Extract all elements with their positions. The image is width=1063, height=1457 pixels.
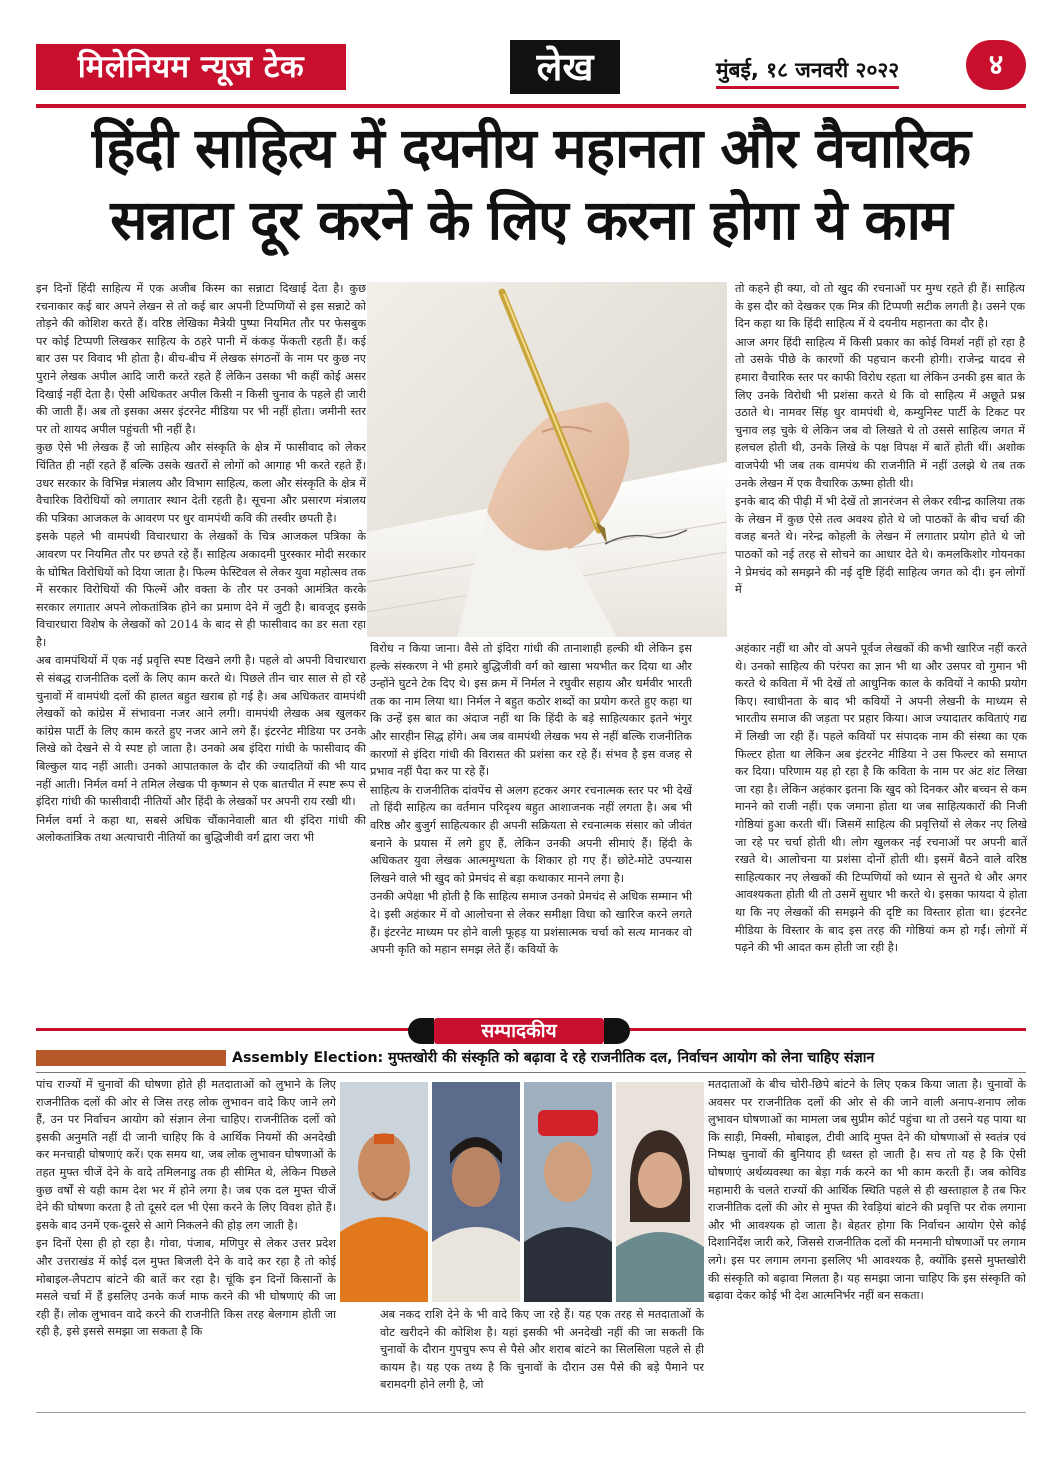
paragraph: मतदाताओं के बीच चोरी-छिपे बांटने के लिए एकत्र किया जाता है। चुनावों के अवसर पर राजनीतिक दलों की ओर से की जाने वाली अनाप-शनाप लोक लुभावन घोषणाओं का मामला जब सुप्रीम कोर्ट पहुंचा था तो उसने यह पाया था कि साड़ी, मिक्सी, मोबाइल, टीवी आदि मुफ्त देने की घोषणाओं से स्वतंत्र एवं निष्पक्ष चुनावों की बुनियाद ही ध्वस्त हो जाती है। सच तो यह है कि ऐसी घोषणाएं अर्थव्यवस्था का बेड़ा गर्क करने का भी काम करती हैं। जब कोविड महामारी के चलते राज्यों की आर्थिक स्थिति पहले से ही खस्ताहाल है तब फिर राजनीतिक दलों की ओर से मुफ्त की रेवड़ियां बांटने की प्रवृत्ति पर रोक लगाना और भी आवश्यक हो जाता है। बेहतर होगा कि निर्वाचन आयोग ऐसे कोई दिशानिर्देश जारी करे, जिससे राजनीतिक दलों की मनमानी घोषणाओं पर लगाम लगे। इस पर लगाम लगना इसलिए भी आवश्यक है, क्योंकि इससे मुफ्तखोरी की संस्कृति को बढ़ावा मिलता है। यह समझा जाना चाहिए कि इस संस्कृति को बढ़ावा देकर कोई भी देश आत्मनिर्भर नहीं बन सकता।	[708, 1078, 1026, 1303]
headline-line-2: सन्नाटा दूर करने के लिए करना होगा ये काम	[110, 188, 952, 252]
article-column-1	[36, 280, 366, 998]
editorial-column-3	[708, 1076, 1026, 1406]
paragraph: इसके पहले भी वामपंथी विचारधारा के लेखकों के चित्र आजकल पत्रिका के आवरण पर नियमित तौर पर छपते रहे हैं। साहित्य अकादमी पुरस्कार मोदी सरकार के घोषित विरोधियों को दिया जाता है। फिल्म फेस्टिवल से लेकर युवा महोत्सव तक में सरकार विरोधियों की फिल्में और वक्ता के तौर पर उनको आमंत्रित करके सरकार लगातार अपने लोकतांत्रिक होने का प्रमाण देने में जुटी है। बावजूद इसके विचारधारा विशेष के लेखकों को 2014 के बाद से ही फासीवाद का डर सता रहा है।	[36, 530, 366, 649]
paragraph: कुछ ऐसे भी लेखक हैं जो साहित्य और संस्कृति के क्षेत्र में फासीवाद को लेकर चिंतित ही नहीं रहते हैं बल्कि उसके खतरों से लोगों को आगाह भी करते रहते हैं। उधर सरकार के विभिन्न मंत्रालय और विभाग साहित्य, कला और संस्कृति के क्षेत्र में वैचारिक विरोधियों को लगातार स्थान देती रहती है। सूचना और प्रसारण मंत्रालय की पत्रिका आजकल के आवरण पर धुर वामपंथी कवि की तस्वीर छपती है।	[36, 441, 366, 525]
portrait-photo-2	[432, 1082, 520, 1302]
dateline: मुंबई, १८ जनवरी २०२२	[716, 56, 899, 89]
editorial-column-1	[36, 1076, 336, 1406]
paragraph: इन दिनों ऐसा ही हो रहा है। गोवा, पंजाब, मणिपुर से लेकर उत्तर प्रदेश और उत्तराखंड में कोई दल मुफ्त बिजली देने के वादे कर रहा है तो कोई मोबाइल-लैपटाप बांटने की बातें कर रहा है। चूंकि इन दिनों किसानों के मसले चर्चा में हैं इसलिए उनके कर्ज माफ करने की भी घोषणाएं की जा रही हैं। लोक लुभावन वादे करने की राजनीति किस तरह बेलगाम होती जा रही है, इसे इससे समझा जा सकता है कि	[36, 1237, 336, 1339]
paragraph: पांच राज्यों में चुनावों की घोषणा होते ही मतदाताओं को लुभाने के लिए राजनीतिक दलों की ओर से जिस तरह लोक लुभावन वादे किए जाने लगे हैं, उन पर निर्वाचन आयोग को संज्ञान लेना चाहिए। राजनीतिक दलों को इसकी अनुमति नहीं दी जानी चाहिए कि वे आर्थिक नियमों की अनदेखी कर मनचाही घोषणाएं करें। एक समय था, जब लोक लुभावन घोषणाओं के तहत मुफ्त चीजें देने के वादे तमिलनाडु तक ही सीमित थे, लेकिन पिछले कुछ वर्षों से यही काम देश भर में होने लगा है। जब एक दल मुफ्त चीजें देने की घोषणा करता है तो दूसरे दल भी ऐसा करने के लिए विवश होते हैं। इसके बाद उनमें एक-दूसरे से आगे निकलने की होड़ लग जाती है।	[36, 1078, 336, 1232]
headline-line-1: हिंदी साहित्य में दयनीय महानता और वैचारिक	[91, 116, 971, 180]
editorial-banner	[36, 1018, 1026, 1042]
editorial-label: सम्पादकीय	[434, 1018, 604, 1044]
brand-logo: मिलेनियम न्यूज टेक	[36, 44, 346, 90]
paragraph: अब नकद राशि देने के भी वादे किए जा रहे हैं। यह एक तरह से मतदाताओं के वोट खरीदने की कोशिश है। यहां इसकी भी अनदेखी नहीं की जा सकती कि चुनावों के दौरान गुपचुप रूप से पैसे और शराब बांटने का सिलसिला पहले से ही कायम है। यह एक तथ्य है कि चुनावों के दौरान उस पैसे की बड़े पैमाने पर बरामदगी होने लगी है, जो	[380, 1308, 704, 1392]
paragraph: तो कहने ही क्या, वो तो खुद की रचनाओं पर मुग्ध रहते ही हैं। साहित्य के इस दौर को देखकर एक मित्र की टिप्पणी सटीक लगती है। उसने एक दिन कहा था कि हिंदी साहित्य में ये दयनीय महानता का दौर है।	[735, 282, 1025, 331]
paragraph: साहित्य के राजनीतिक दांवपेंच से अलग हटकर अगर रचनात्मक स्तर पर भी देखें तो हिंदी साहित्य का वर्तमान परिदृश्य बहुत आशाजनक नहीं लगता है। अब भी वरिष्ठ और बुजुर्ग साहित्यकार ही अपनी सक्रियता से रचनात्मक संसार को जीवंत बनाने के प्रयास में लगे हुए हैं, लेकिन उनकी अपनी सीमाएं हैं। हिंदी के अधिकतर युवा लेखक आत्ममुग्धता के शिकार हो गए हैं। छोटे-मोटे उपन्यास लिखने वाले भी खुद को प्रेमचंद से बड़ा कथाकार मानने लगा है।	[370, 783, 692, 885]
portrait-photo-3	[524, 1082, 612, 1302]
masthead	[28, 40, 1038, 98]
editorial-column-2	[380, 1306, 704, 1406]
banner-cap-right	[604, 1018, 630, 1044]
headline-stripe	[36, 1050, 226, 1066]
section-label: लेख	[510, 40, 620, 94]
portrait-photo-4	[616, 1082, 704, 1302]
paragraph: अहंकार नहीं था और वो अपने पूर्वज लेखकों की कभी खारिज नहीं करते थे। उनको साहित्य की परंपरा का ज्ञान भी था और उसपर वो गुमान भी करते थे कविता में भी देखें तो आधुनिक काल के कवियों ने काफी प्रयोग किए। स्वाधीनता के बाद भी कवियों ने अपनी लेखनी के माध्यम से भारतीय समाज की जड़ता पर प्रहार किया। आज ज्यादातर कविताएं गद्य में लिखी जा रही हैं। पहले कवियों पर संपादक नाम की संस्था का एक फिल्टर होता था लेकिन अब इंटरनेट मीडिया ने उस फिल्टर को समाप्त कर दिया। परिणाम यह हो रहा है कि कविता के नाम पर अंट शंट लिखा जा रहा है। लेकिन अहंकार इतना कि खुद को दिनकर और बच्चन से कम मानने को राजी नहीं। एक जमाना होता था जब साहित्यकारों की निजी गोष्ठियां हुआ करती थीं। जिसमें साहित्य की प्रवृत्तियों से लेकर नए लिखे जा रहे पर चर्चा होती थी। लोग खुलकर नई रचनाओं पर अपनी बातें रखते थे। आलोचना या प्रशंसा दोनों होती थी। इसमें बैठने वाले वरिष्ठ साहित्यकार नए लेखकों की टिप्पणियों को ध्यान से सुनते थे और अगर आवश्यकता होती थी तो उसमें सुधार भी करते थे। इसका फायदा ये होता था कि नए लेखकों की समझने की दृष्टि का विस्तार होता था। इंटरनेट मीडिया के विस्तार के बाद इस तरह की गोष्ठियां कम हो गईं। लोगों में पढ़ने की भी आदत कम होती जा रही है।	[735, 642, 1027, 955]
page-bottom-rule	[36, 1412, 1026, 1413]
article-photo-pen-writing	[367, 282, 727, 637]
paragraph: उनकी अपेक्षा भी होती है कि साहित्य समाज उनको प्रेमचंद से अधिक सम्मान भी दे। इसी अहंकार में वो आलोचना से लेकर समीक्षा विधा को खारिज करने लगते हैं। इंटरनेट माध्यम पर होने वाली फूहड़ या प्रशंसात्मक चर्चा को सत्य मानकर वो अपनी कृति को महान समझ लेते हैं। कवियों के	[370, 890, 692, 957]
paragraph: विरोध न किया जाना। वैसे तो इंदिरा गांधी की तानाशाही हल्की थी लेकिन इस हल्के संस्करण ने भी हमारे बुद्धिजीवी वर्ग को खासा भयभीत कर दिया था और उन्होंने घुटने टेक दिए थे। इस क्रम में निर्मल ने रघुवीर सहाय और धर्मवीर भारती तक का नाम लिया था। निर्मल ने बहुत कठोर शब्दों का प्रयोग करते हुए कहा था कि उन्हें इस बात का अंदाज नहीं था कि हिंदी के बड़े साहित्यकार इतने भंगुर और सारहीन सिद्ध होंगे। अब जब वामपंथी लेखक भय से नहीं बल्कि राजनीतिक कारणों से इंदिरा गांधी की विरासत की प्रशंसा कर रहे हैं। संभव है इस वजह से प्रभाव नहीं पैदा कर पा रहे हैं।	[370, 642, 692, 779]
editorial-headline-row	[36, 1046, 1026, 1070]
article-column-3-continued	[735, 640, 1027, 998]
editorial-headline: Assembly Election: मुफ्तखोरी की संस्कृति को बढ़ावा दे रहे राजनीतिक दल, निर्वाचन आयोग को लेना चाहिए संज्ञान	[232, 1050, 875, 1066]
banner-cap-left	[408, 1018, 434, 1044]
paragraph: अब वामपंथियों में एक नई प्रवृत्ति स्पष्ट दिखने लगी है। पहले वो अपनी विचारधारा से संबद्ध राजनीतिक दलों के लिए काम करते थे। पिछले तीन चार साल से हो रहे चुनावों में वामपंथी दलों की हालत बहुत खराब हो गई है। अब अधिकतर वामपंथी लेखकों को कांग्रेस में संभावना नजर आने लगी। वामपंथी लेखक अब खुलकर कांग्रेस पार्टी के लिए काम करते हुए नजर आने लगे हैं। इंटरनेट मीडिया पर उनके लिखे को देखने से ये स्पष्ट हो जाता है। उनको अब इंदिरा गांधी के फासीवाद की बिल्कुल याद नहीं आती। उनको आपातकाल के दौर की ज्यादतियों की भी याद नहीं आती। निर्मल वर्मा ने तमिल लेखक पी कृष्णन से एक बातचीत में स्पष्ट रूप से इंदिरा गांधी की फासीवादी नीतियों और हिंदी के लेखकों पर अपनी राय रखी थी।	[36, 654, 366, 809]
paragraph: निर्मल वर्मा ने कहा था, सबसे अधिक चौंकानेवाली बात थी इंदिरा गांधी की अलोकतांत्रिक तथा अत्याचारी नीतियों का बुद्धिजीवी वर्ग द्वारा जरा भी	[36, 813, 366, 845]
pen-writing-illustration	[367, 282, 727, 637]
masthead-divider	[36, 104, 1026, 108]
page-number: ४	[966, 40, 1026, 90]
article-column-2	[370, 640, 692, 998]
paragraph: इन दिनों हिंदी साहित्य में एक अजीब किस्म का सन्नाटा दिखाई देता है। कुछ रचनाकार कई बार अपने लेखन से तो कई बार अपनी टिप्पणियों से इस सन्नाटे को तोड़ने की कोशिश करते हैं। वरिष्ठ लेखिका मैत्रेयी पुष्पा नियमित तौर पर फेसबुक पर कोई टिप्पणी लिखकर साहित्य के ठहरे पानी में कंकड़ फेंकती रहती हैं। कई बार उस पर विवाद भी होता है। बीच-बीच में लेखक संगठनों के नाम पर कुछ नए पुराने लेखक अपील आदि जारी करते रहते हैं लेकिन उसका भी कहीं कोई असर दिखाई नहीं देता है। ऐसी अधिकतर अपील किसी न किसी चुनाव के पहले ही जारी की जाती हैं। अब तो इसका असर इंटरनेट मीडिया पर भी नहीं होता। जमीनी स्तर पर तो शायद अपील पहुंचती भी नहीं है।	[36, 282, 366, 436]
editorial-divider	[36, 1072, 1026, 1073]
editorial-photo-strip	[340, 1082, 705, 1302]
paragraph: इनके बाद की पीढ़ी में भी देखें तो ज्ञानरंजन से लेकर रवीन्द्र कालिया तक के लेखन में कुछ ऐसे तत्व अवश्य होते थे जो पाठकों के बीच चर्चा की वजह बनते थे। नरेन्द्र कोहली के लेखन में लगातार प्रयोग होते थे जो पाठकों को नई तरह से सोचने का आधार देते थे। कमलकिशोर गोयनका ने प्रेमचंद को समझने की नई दृष्टि हिंदी साहित्य जगत को दी। इन लोगों में	[735, 495, 1025, 597]
article-column-3	[735, 280, 1025, 640]
portrait-photo-1	[340, 1082, 428, 1302]
page-headline	[36, 112, 1026, 256]
paragraph: आज अगर हिंदी साहित्य में किसी प्रकार का कोई विमर्श नहीं हो रहा है तो उसके पीछे के कारणों की पहचान करनी होगी। राजेन्द्र यादव से हमारा वैचारिक स्तर पर काफी विरोध रहता था लेकिन उनकी इस बात के लिए उनके विरोधी भी प्रशंसा करते थे कि वो साहित्य में अछूते प्रश्न उठाते थे। नामवर सिंह धुर वामपंथी थे, कम्युनिस्ट पार्टी के टिकट पर चुनाव लड़ चुके थे लेकिन जब वो लिखते थे तो उससे साहित्य जगत में हलचल होती थी, उनके लिखे के पक्ष विपक्ष में बातें होती थीं। अशोक वाजपेयी भी जब तक वामपंथ की राजनीति में नहीं उलझे थे तब तक उनके लेखन में एक वैचारिक ऊष्मा होती थी।	[735, 335, 1025, 490]
